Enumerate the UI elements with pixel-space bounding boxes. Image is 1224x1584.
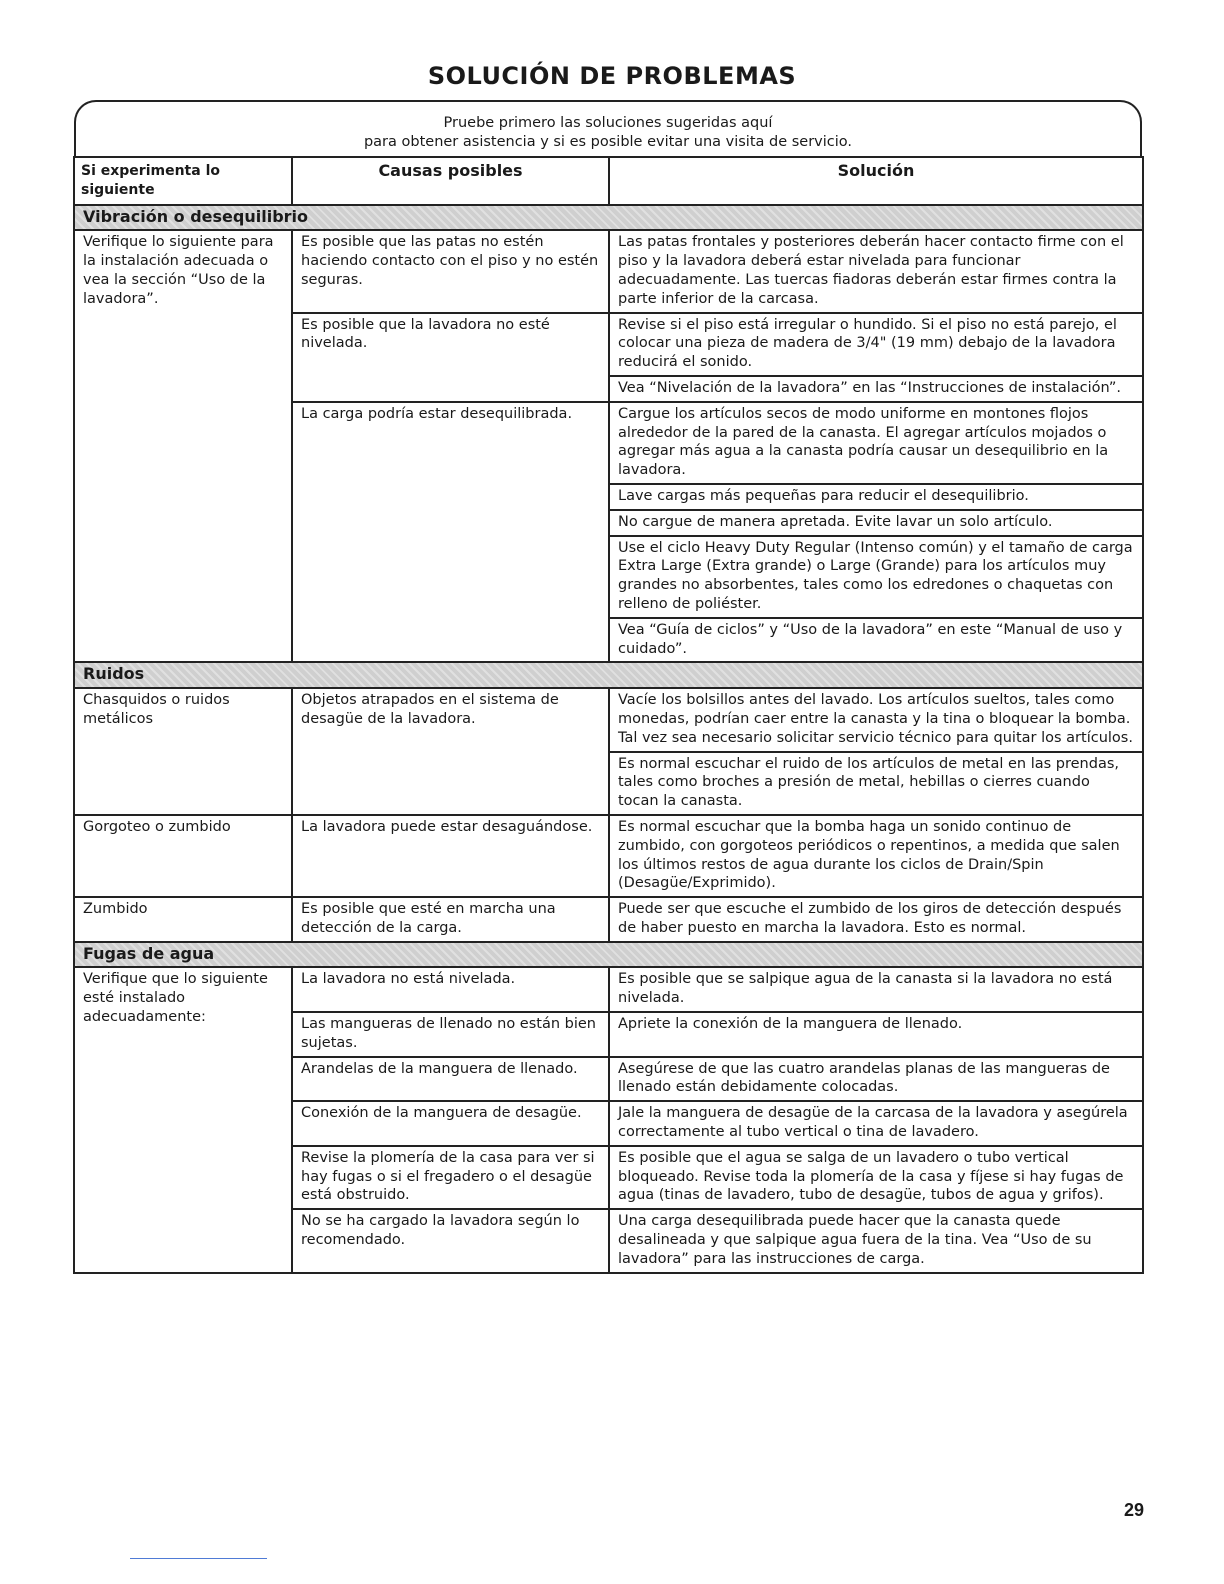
- solution-cell: Asegúrese de que las cuatro arandelas planas de las mangueras de llenado están debidamente colocadas.: [609, 1057, 1143, 1102]
- solution-cell: Es normal escuchar el ruido de los artículos de metal en las prendas, tales como broches a presión de metal, hebillas o cierres cuando tocan la canasta.: [609, 752, 1143, 815]
- solution-cell: Es normal escuchar que la bomba haga un sonido continuo de zumbido, con gorgoteos periódicos o repentinos, a medida que salen los últimos restos de agua durante los ciclos de Drain/Spin (Desagüe/Exprimido).: [609, 815, 1143, 897]
- footer-line: [130, 1558, 267, 1559]
- cause-cell: La carga podría estar desequilibrada.: [292, 402, 609, 663]
- solution-cell: Es posible que se salpique agua de la canasta si la lavadora no está nivelada.: [609, 967, 1143, 1012]
- section-row: [74, 942, 1143, 968]
- header-row: [74, 157, 1143, 205]
- header-symptom: Si experimenta lo siguiente: [74, 157, 292, 205]
- cause-cell: Arandelas de la manguera de llenado.: [292, 1057, 609, 1102]
- header-solution: Solución: [609, 157, 1143, 205]
- section-title: Ruidos: [74, 662, 1143, 688]
- troubleshooting-table: [73, 156, 1144, 1274]
- cause-cell: Las mangueras de llenado no están bien sujetas.: [292, 1012, 609, 1057]
- solution-cell: Apriete la conexión de la manguera de llenado.: [609, 1012, 1143, 1057]
- table-row: [74, 967, 1143, 1012]
- solution-cell: Vea “Guía de ciclos” y “Uso de la lavadora” en este “Manual de uso y cuidado”.: [609, 618, 1143, 663]
- solution-cell: Cargue los artículos secos de modo uniforme en montones flojos alrededor de la pared de la canasta. El agregar artículos mojados o agregar más agua a la canasta podría causar un desequilibrio en la lavadora.: [609, 402, 1143, 484]
- cause-cell: Es posible que esté en marcha una detección de la carga.: [292, 897, 609, 942]
- section-row: [74, 662, 1143, 688]
- symptom-cell: Verifique que lo siguiente esté instalado adecuadamente:: [74, 967, 292, 1272]
- symptom-cell: Verifique lo siguiente para la instalación adecuada o vea la sección “Uso de la lavadora”.: [74, 230, 292, 662]
- symptom-cell: Gorgoteo o zumbido: [74, 815, 292, 897]
- cause-cell: La lavadora no está nivelada.: [292, 967, 609, 1012]
- page-number: 29: [1123, 1500, 1144, 1520]
- solution-cell: Vacíe los bolsillos antes del lavado. Los artículos sueltos, tales como monedas, podrían caer entre la canasta y la tina o bloquear la bomba. Tal vez sea necesario solicitar servicio técnico para quitar los artículos.: [609, 688, 1143, 751]
- solution-cell: Puede ser que escuche el zumbido de los giros de detección después de haber puesto en marcha la lavadora. Esto es normal.: [609, 897, 1143, 942]
- cause-cell: Revise la plomería de la casa para ver si hay fugas o si el fregadero o el desagüe está obstruido.: [292, 1146, 609, 1209]
- solution-cell: Una carga desequilibrada puede hacer que la canasta quede desalineada y que salpique agua fuera de la tina. Vea “Uso de su lavadora” para las instrucciones de carga.: [609, 1209, 1143, 1272]
- table-row: [74, 815, 1143, 897]
- solution-cell: Es posible que el agua se salga de un lavadero o tubo vertical bloqueado. Revise toda la plomería de la casa y fíjese si hay fugas de agua (tinas de lavadero, tubo de desagüe, tubos de agua y grifos).: [609, 1146, 1143, 1209]
- solution-cell: No cargue de manera apretada. Evite lavar un solo artículo.: [609, 510, 1143, 536]
- intro-box: [74, 100, 1142, 158]
- table-row: [74, 230, 1143, 312]
- table-row: [74, 897, 1143, 942]
- intro-line: Pruebe primero las soluciones sugeridas aquí: [443, 115, 773, 131]
- section-title: Fugas de agua: [74, 942, 1143, 968]
- cause-cell: La lavadora puede estar desaguándose.: [292, 815, 609, 897]
- intro-line: para obtener asistencia y si es posible evitar una visita de servicio.: [363, 134, 853, 150]
- cause-cell: Conexión de la manguera de desagüe.: [292, 1101, 609, 1146]
- solution-cell: Lave cargas más pequeñas para reducir el desequilibrio.: [609, 484, 1143, 510]
- solution-cell: Revise si el piso está irregular o hundido. Si el piso no está parejo, el colocar una pieza de madera de 3/4" (19 mm) debajo de la lavadora reducirá el sonido.: [609, 313, 1143, 376]
- cause-cell: No se ha cargado la lavadora según lo recomendado.: [292, 1209, 609, 1272]
- intro-text: [76, 114, 1140, 152]
- cause-cell: Objetos atrapados en el sistema de desagüe de la lavadora.: [292, 688, 609, 815]
- solution-cell: Jale la manguera de desagüe de la carcasa de la lavadora y asegúrela correctamente al tubo vertical o tina de lavadero.: [609, 1101, 1143, 1146]
- solution-cell: Use el ciclo Heavy Duty Regular (Intenso común) y el tamaño de carga Extra Large (Extra grande) o Large (Grande) para los artículos muy grandes no absorbentes, tales como los edredones o chaquetas con relleno de poliéster.: [609, 536, 1143, 618]
- symptom-cell: Chasquidos o ruidos metálicos: [74, 688, 292, 815]
- solution-cell: Las patas frontales y posteriores deberán hacer contacto firme con el piso y la lavadora deberá estar nivelada para funcionar adecuadamente. Las tuercas fiadoras deberán estar firmes contra la parte inferior de la carcasa.: [609, 230, 1143, 312]
- table-row: [74, 688, 1143, 751]
- section-row: [74, 205, 1143, 231]
- solution-cell: Vea “Nivelación de la lavadora” en las “Instrucciones de instalación”.: [609, 376, 1143, 402]
- header-cause: Causas posibles: [292, 157, 609, 205]
- symptom-cell: Zumbido: [74, 897, 292, 942]
- cause-cell: Es posible que la lavadora no esté nivelada.: [292, 313, 609, 402]
- cause-cell: Es posible que las patas no estén haciendo contacto con el piso y no estén seguras.: [292, 230, 609, 312]
- section-title: Vibración o desequilibrio: [74, 205, 1143, 231]
- page-title: SOLUCIÓN DE PROBLEMAS: [427, 62, 797, 90]
- table-body: [74, 205, 1143, 1273]
